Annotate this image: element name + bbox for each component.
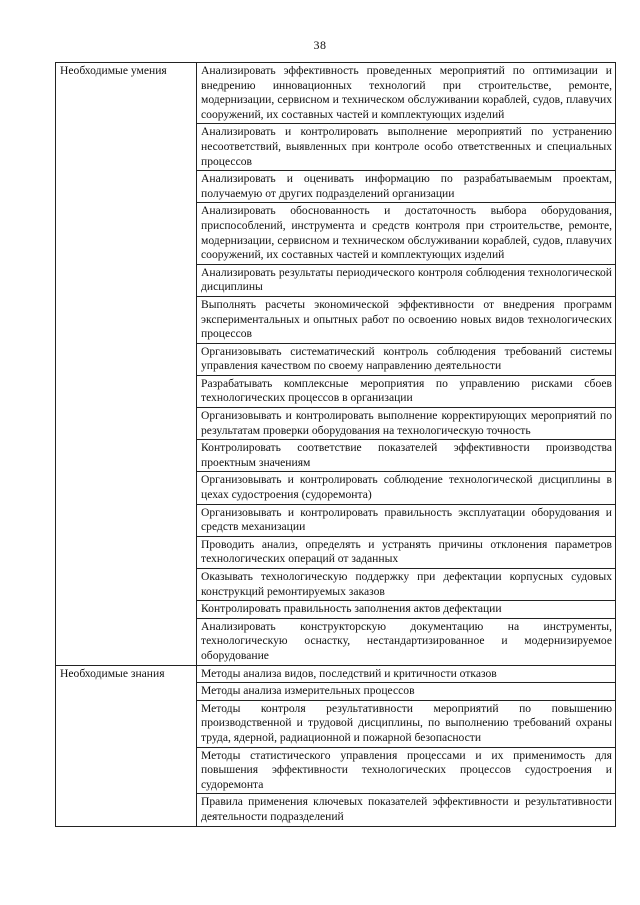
requirement-item: Методы анализа видов, последствий и критичности отказов [197, 665, 616, 683]
requirement-item: Анализировать обоснованность и достаточность выбора оборудования, приспособлений, инструмента и средств контроля при строительстве, ремонте, модернизации, сервисном и техническом обслуживании кораблей, судов, плавучих сооружений, их составных частей и комплектующих изделий [197, 203, 616, 264]
requirements-table-body [56, 63, 616, 827]
requirements-table [55, 62, 616, 827]
requirement-item: Организовывать систематический контроль соблюдения требований системы управления качеством по своему направлению деятельности [197, 343, 616, 375]
requirement-item: Выполнять расчеты экономической эффективности от внедрения программ экспериментальных и опытных работ по освоению новых видов технологических процессов [197, 296, 616, 343]
requirement-item: Правила применения ключевых показателей эффективности и результативности деятельности подразделений [197, 794, 616, 826]
page-number: 38 [313, 38, 327, 52]
requirement-item: Анализировать результаты периодического контроля соблюдения технологической дисциплины [197, 264, 616, 296]
requirement-item: Оказывать технологическую поддержку при дефектации корпусных судовых конструкций ремонтируемых заказов [197, 569, 616, 601]
requirement-item: Анализировать и контролировать выполнение мероприятий по устранению несоответствий, выявленных при контроле особо ответственных и специальных процессов [197, 124, 616, 171]
requirement-item: Организовывать и контролировать соблюдение технологической дисциплины в цехах судостроения (судоремонта) [197, 472, 616, 504]
requirement-item: Методы статистического управления процессами и их применимость для повышения эффективности технологических процессов судостроения и судоремонта [197, 747, 616, 794]
table-row [56, 665, 616, 683]
requirement-item: Проводить анализ, определять и устранять причины отклонения параметров технологических операций от заданных [197, 536, 616, 568]
section-label: Необходимые умения [56, 63, 197, 666]
requirement-item: Методы анализа измерительных процессов [197, 683, 616, 701]
requirement-item: Методы контроля результативности мероприятий по повышению производственной и трудовой дисциплины, по выполнению требований охраны труда, ядерной, радиационной и пожарной безопасности [197, 700, 616, 747]
table-row [56, 63, 616, 124]
requirement-item: Анализировать и оценивать информацию по разрабатываемым проектам, получаемую от других подразделений организации [197, 171, 616, 203]
requirement-item: Контролировать правильность заполнения актов дефектации [197, 601, 616, 619]
requirement-item: Анализировать эффективность проведенных мероприятий по оптимизации и внедрению инновационных технологий при строительстве, ремонте, модернизации, сервисном и техническом обслуживании кораблей, судов, плавучих сооружений, их составных частей и комплектующих изделий [197, 63, 616, 124]
requirement-item: Организовывать и контролировать выполнение корректирующих мероприятий по результатам проверки оборудования на технологическую точность [197, 408, 616, 440]
requirement-item: Контролировать соответствие показателей эффективности производства проектным значениям [197, 440, 616, 472]
requirement-item: Разрабатывать комплексные мероприятия по управлению рисками сбоев технологических процессов в организации [197, 375, 616, 407]
requirement-item: Анализировать конструкторскую документацию на инструменты, технологическую оснастку, нестандартизированное и модернизируемое оборудование [197, 618, 616, 665]
section-label: Необходимые знания [56, 665, 197, 826]
requirement-item: Организовывать и контролировать правильность эксплуатации оборудования и средств механизации [197, 504, 616, 536]
